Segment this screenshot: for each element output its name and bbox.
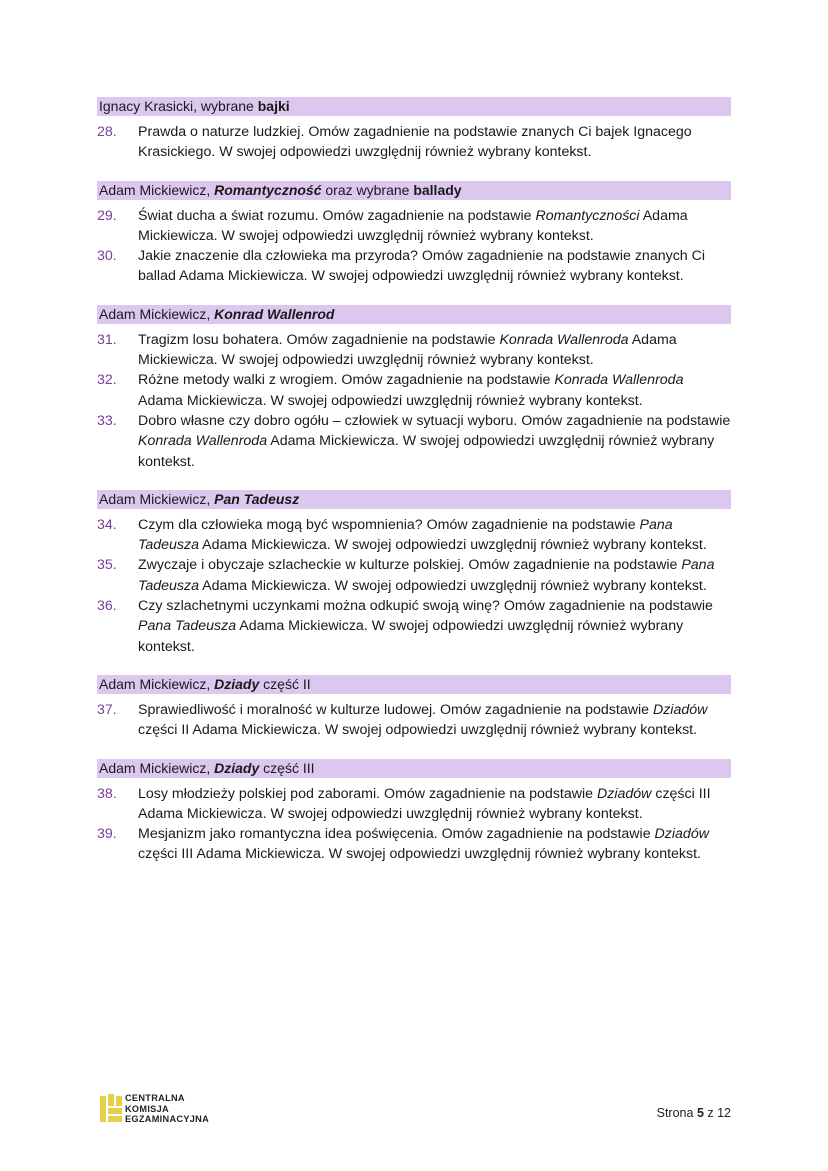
section-header [97,305,731,324]
question-text [138,700,731,741]
text-run: Adama Mickiewicza. W swojej odpowiedzi uwzględnij również wybrany kontekst. [138,207,688,244]
question-text [138,411,731,472]
question-item [97,411,731,472]
question-item [97,370,731,411]
question-number: 39. [97,826,117,843]
question-number: 36. [97,598,117,615]
question-number: 28. [97,124,117,140]
text-run: Adam Mickiewicz, [99,490,215,507]
question-number: 34. [97,516,117,533]
text-run: Tragizm losu bohatera. Omów zagadnienie na podstawie [138,331,500,348]
text-run: Adama Mickiewicza. W swojej odpowiedzi uwzględnij również wybrany kontekst. [138,331,677,369]
question-text [138,122,731,163]
text-run: Adama Mickiewicza. W swojej odpowiedzi uwzględnij również wybrany kontekst. [199,537,707,554]
text-run: Pan Tadeusz [214,490,300,507]
text-run: Sprawiedliwość i moralność w kulturze ludowej. Omów zagadnienie na podstawie [138,701,653,718]
question-item [97,206,731,247]
text-run: Romantyczność [214,181,322,198]
text-run: oraz wybrane [321,181,414,198]
question-number: 33. [97,412,117,429]
question-item [97,555,731,596]
text-run: Mesjanizm jako romantyczna idea poświęcenia. Omów zagadnienie na podstawie [138,826,655,843]
text-run: Pana Tadeusza [138,516,673,554]
question-item [97,700,731,741]
question-item [97,246,731,287]
cke-logo [100,1093,209,1125]
question-text [138,596,731,657]
question-number: 31. [97,331,117,348]
question-item [97,122,731,163]
text-run: Konrad Wallenrod [214,305,335,322]
section-header [97,759,731,778]
text-run: Dziady [214,675,260,692]
question-text [138,206,731,247]
text-run: część III [259,759,315,776]
question-number: 29. [97,207,117,224]
text-run: Czym dla człowieka mogą być wspomnienia? Omów zagadnienie na podstawie [138,516,640,533]
text-run: Dziadów [652,701,708,718]
topic-section [97,675,731,741]
text-run: części III Adama Mickiewicza. W swojej odpowiedzi uwzględnij również wybrany kontekst. [138,846,701,863]
question-text [138,784,731,825]
text-run: Adam Mickiewicz, [99,305,215,322]
text-run: Konrada Wallenroda [138,433,268,450]
question-number: 38. [97,785,117,802]
text-run: bajki [257,98,290,114]
question-number: 30. [97,248,117,265]
text-run: Adam Mickiewicz, [99,759,215,776]
section-header [97,97,731,116]
text-run: części II Adama Mickiewicza. W swojej odpowiedzi uwzględnij również wybrany kontekst. [138,722,698,739]
text-run: Adama Mickiewicza. W swojej odpowiedzi uwzględnij również wybrany kontekst. [138,618,684,655]
question-number: 37. [97,701,117,718]
text-run: Adama Mickiewicza. W swojej odpowiedzi uwzględnij również wybrany kontekst. [138,433,715,470]
text-run: Konrada Wallenroda [554,372,684,389]
topic-section [97,181,731,287]
page-number [657,1106,731,1120]
topic-section [97,97,731,163]
document-content [97,97,731,883]
topic-section [97,305,731,472]
text-run: Losy młodzieży polskiej pod zaborami. Omów zagadnienie na podstawie [138,785,597,802]
text-run: Pana Tadeusza [138,557,715,594]
question-text [138,370,731,411]
page-current: 5 [696,1106,704,1120]
question-text [138,515,731,556]
cke-logo-icon [100,1094,122,1124]
text-run: ballady [413,181,462,198]
question-item [97,596,731,657]
question-item [97,784,731,825]
text-run: Prawda o naturze ludzkiej. Omów zagadnienie na podstawie znanych Ci bajek Ignacego Krasickiego. W swojej odpowiedzi uwzględnij również wybrany kontekst. [138,124,692,161]
question-text [138,824,731,865]
question-item [97,330,731,371]
question-text [138,246,731,287]
text-run: Dziady [214,759,260,776]
logo-line: EGZAMINACYJNA [125,1114,210,1124]
text-run: Jakie znaczenie dla człowieka ma przyroda? Omów zagadnienie na podstawie znanych Ci ballad Adama Mickiewicza. W swojej odpowiedzi uwzględnij również wybrany kontekst. [138,248,706,285]
text-run: Adam Mickiewicz, [99,181,215,198]
topic-section [97,759,731,865]
text-run: Adama Mickiewicza. W swojej odpowiedzi uwzględnij również wybrany kontekst. [199,577,707,594]
text-run: Romantyczności [535,207,640,224]
text-run: Pana Tadeusza [138,618,237,635]
text-run: Zwyczaje i obyczaje szlacheckie w kulturze polskiej. Omów zagadnienie na podstawie [138,557,682,574]
section-header [97,181,731,200]
question-number: 35. [97,557,117,574]
text-run: Czy szlachetnymi uczynkami można odkupić swoją winę? Omów zagadnienie na podstawie [138,598,713,615]
text-run: Ignacy Krasicki, wybrane [99,98,258,114]
text-run: Dziadów [654,826,709,843]
question-number: 32. [97,372,117,389]
page-total: 12 [717,1106,731,1120]
text-run: Adama Mickiewicza. W swojej odpowiedzi uwzględnij również wybrany kontekst. [138,392,643,409]
text-run: Dobro własne czy dobro ogółu – człowiek w sytuacji wyboru. Omów zagadnienie na podstawie [138,412,731,429]
cke-logo-text [125,1093,209,1125]
section-header [97,490,731,509]
question-item [97,824,731,865]
page-prefix: Strona [656,1106,697,1120]
text-run: część II [259,675,311,692]
logo-line: CENTRALNA [125,1093,185,1103]
text-run: Konrada Wallenroda [499,331,629,348]
text-run: części III Adama Mickiewicza. W swojej odpowiedzi uwzględnij również wybrany kontekst. [138,785,711,822]
text-run: Adam Mickiewicz, [99,675,215,692]
text-run: Świat ducha a świat rozumu. Omów zagadnienie na podstawie [138,207,536,224]
text-run: Dziadów [596,785,652,802]
page-footer [100,1093,731,1133]
logo-line: KOMISJA [125,1103,169,1114]
section-header [97,675,731,694]
question-text [138,555,731,596]
question-item [97,515,731,556]
topic-section [97,490,731,657]
text-run: Różne metody walki z wrogiem. Omów zagadnienie na podstawie [138,372,555,389]
page-separator: z [703,1106,718,1120]
question-text [138,330,731,371]
